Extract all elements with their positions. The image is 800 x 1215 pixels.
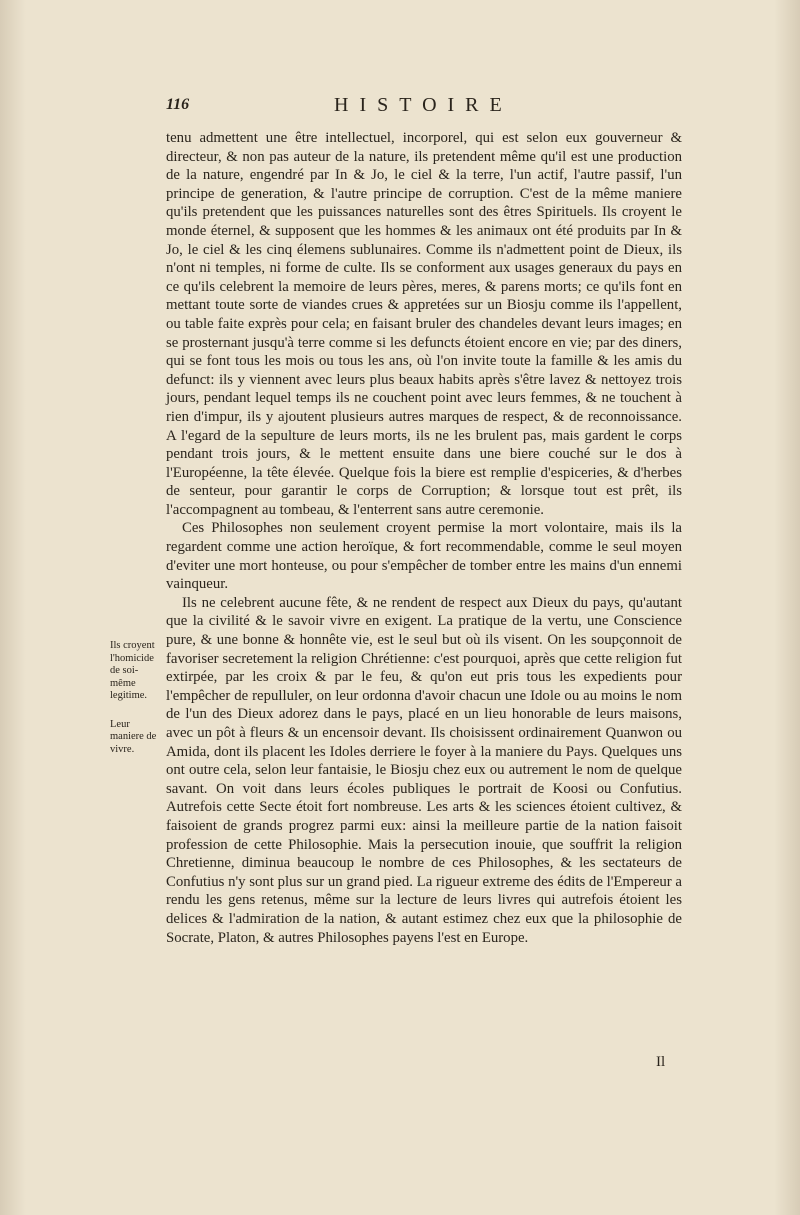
paragraph-3: Ils ne celebrent aucune fête, & ne rendent de respect aux Dieux du pays, qu'autant que la civilité & le savoir vivre en exigent. La pratique de la vertu, une Conscience pure, & une bonne & honnête vie, est le seul but où ils visent. On les soupçonnoit de favoriser secretement la religion Chrétienne: c'est pourquoi, après que cette religion fut extirpée, par les croix & par le feu, & qu'on eut pris tous les expedients pour l'empêcher de repulluler, on leur ordonna d'avoir chacun une Idole ou au moins le nom de l'un des Dieux adorez dans le pays, placé en un lieu honorable de leurs maisons, avec un pôt à fleurs & un encensoir devant. Ils choisissent ordinairement Quanwon ou Amida, dont ils placent les Idoles derriere le foyer à la maniere du Pays. Quelques uns ont outre cela, selon leur fantaisie, le Biosju chez eux ou autrement le nom de quelque savant. On voit dans leurs écoles publiques le portrait de Koosi ou Confutius. Autrefois cette Secte étoit fort nombreuse. Les arts & les sciences étoient cultivez, & faisoient de grands progrez parmi eux: ainsi la meilleure partie de la nation faisoit profession de cette Philosophie. Mais la persecution inouie, que souffrit la religion Chretienne, diminua beaucoup le nombre de ces Philosophes, & les sectateurs de Confutius n'y sont plus sur un grand pied. La rigueur extreme des édits de l'Empereur a rendu les gens retenus, même sur la lecture de leurs livres qui autrefois étoient les delices & l'admiration de la nation, & autant estimez chez eux que la philosophie de Socrate, Platon, & autres Philosophes payens l'est en Europe.: [166, 594, 682, 946]
catchword: Il: [656, 1054, 666, 1070]
right-edge-shadow: [774, 0, 800, 1215]
margin-note-way-of-life: Leur maniere de vivre.: [110, 718, 157, 755]
paragraph-1: tenu admettent une être intellectuel, incorporel, qui est selon eux gouverneur & directeur, & non pas auteur de la nature, ils pretendent même qu'il est une production de la nature, engendré par In & Jo, le ciel & la terre, l'un actif, l'autre passif, l'un principe de generation, & l'autre principe de corruption. C'est de la même maniere qu'ils pretendent que les puissances naturelles sont des êtres Spirituels. Ils croyent le monde éternel, & supposent que les hommes & les animaux ont été produits par In & Jo, le ciel & les cinq élemens sublunaires. Comme ils n'admettent point de Dieux, ils n'ont ni temples, ni forme de culte. Ils se conforment aux usages generaux du pays en ce qu'ils celebrent la memoire de leurs pères, meres, & parens morts; ce qu'ils font en mettant toute sorte de viandes crues & appretées sur un Biosju comme ils l'appellent, ou table faite exprès pour cela; en faisant bruler des chandeles devant leurs images; en se prosternant jusqu'à terre comme si les defuncts étoient encore en vie; par des diners, qui se font tous les mois ou tous les ans, où l'on invite toute la famille & les amis du defunct: ils y viennent avec leurs plus beaux habits après s'être lavez & nettoyez trois jours, pendant lequel temps ils ne couchent point avec leurs femmes, & ne touchent à rien d'impur, ils y ajoutent plusieurs autres marques de respect, & de reconnoissance. A l'egard de la sepulture de leurs morts, ils ne les brulent pas, mais gardent le corps pendant trois jours, & le mettent ensuite dans une biere couché sur le dos à l'Européenne, la tête élevée. Quelque fois la biere est remplie d'espiceries, & d'herbes de senteur, pour garantir le corps de Corruption; & lorsque tout est prêt, ils l'accompagnent au tombeau, & l'enterrent sans autre ceremonie.: [166, 130, 682, 518]
paragraph-2: Ces Philosophes non seulement croyent permise la mort volontaire, mais ils la regardent comme une action heroïque, & fort recommendable, comme le seul moyen d'eviter une mort honteuse, ou pour s'empêcher de tomber entre les mains d'un ennemi vainqueur.: [166, 520, 682, 593]
main-text: [166, 129, 682, 947]
running-head: [166, 96, 566, 118]
page-number: 116: [166, 96, 190, 113]
margin-notes: [110, 640, 158, 772]
left-edge-shadow: [0, 0, 26, 1215]
running-title: HISTOIRE: [334, 94, 513, 116]
margin-note-suicide: Ils croyent l'homicide de soi-même legitime.: [110, 640, 155, 701]
